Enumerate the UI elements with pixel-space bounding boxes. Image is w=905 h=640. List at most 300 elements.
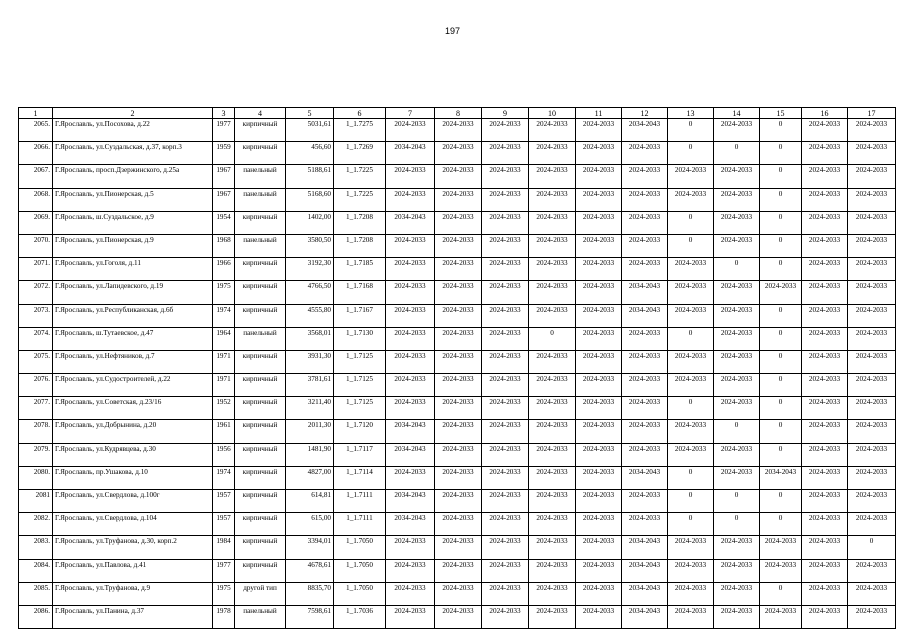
table-row	[19, 582, 896, 605]
cell-area: 3394,01	[286, 536, 334, 559]
cell-code: 1_1.7130	[334, 327, 386, 350]
cell-period-10: 2024-2033	[529, 490, 576, 513]
cell-row-number: 2084.	[19, 559, 53, 582]
cell-period-10: 2024-2033	[529, 466, 576, 489]
cell-row-number: 2069.	[19, 211, 53, 234]
cell-period-9: 2024-2033	[482, 327, 529, 350]
cell-period-11: 2024-2033	[576, 443, 622, 466]
cell-period-9: 2024-2033	[482, 188, 529, 211]
cell-area: 8835,70	[286, 582, 334, 605]
cell-period-9: 2024-2033	[482, 420, 529, 443]
cell-wall-material: панельный	[235, 188, 286, 211]
cell-code: 1_1.7269	[334, 142, 386, 165]
table-row	[19, 397, 896, 420]
cell-period-13: 0	[668, 234, 714, 257]
cell-period-12: 2034-2043	[622, 559, 668, 582]
column-header-10: 10	[529, 108, 576, 119]
cell-code: 1_1.7125	[334, 397, 386, 420]
cell-period-17: 2024-2033	[848, 466, 896, 489]
housing-register-table	[18, 107, 896, 629]
cell-period-12: 2024-2033	[622, 327, 668, 350]
cell-row-number: 2071.	[19, 258, 53, 281]
cell-period-16: 2024-2033	[802, 142, 848, 165]
cell-area: 4827,00	[286, 466, 334, 489]
table-row	[19, 165, 896, 188]
table-row	[19, 211, 896, 234]
cell-period-8: 2024-2033	[435, 142, 482, 165]
cell-period-13: 2024-2033	[668, 605, 714, 628]
cell-address: Г.Ярославль, ул.Нефтяников, д.7	[53, 350, 213, 373]
table-header-row	[19, 108, 896, 119]
column-header-13: 13	[668, 108, 714, 119]
cell-period-17: 2024-2033	[848, 559, 896, 582]
cell-period-7: 2024-2033	[386, 119, 435, 142]
cell-area: 5188,61	[286, 165, 334, 188]
cell-period-15: 0	[760, 304, 802, 327]
cell-period-12: 2034-2043	[622, 304, 668, 327]
cell-period-11: 2024-2033	[576, 374, 622, 397]
cell-period-8: 2024-2033	[435, 443, 482, 466]
cell-period-8: 2024-2033	[435, 582, 482, 605]
cell-period-11: 2024-2033	[576, 605, 622, 628]
cell-period-10: 2024-2033	[529, 513, 576, 536]
cell-period-12: 2024-2033	[622, 420, 668, 443]
cell-period-9: 2024-2033	[482, 258, 529, 281]
cell-period-9: 2024-2033	[482, 234, 529, 257]
cell-code: 1_1.7050	[334, 559, 386, 582]
page-number: 197	[444, 26, 461, 36]
table-row	[19, 443, 896, 466]
cell-period-17: 0	[848, 536, 896, 559]
cell-row-number: 2072.	[19, 281, 53, 304]
cell-period-16: 2024-2033	[802, 513, 848, 536]
cell-period-12: 2034-2043	[622, 605, 668, 628]
cell-period-16: 2024-2033	[802, 397, 848, 420]
cell-period-13: 2024-2033	[668, 536, 714, 559]
table-row	[19, 119, 896, 142]
cell-period-8: 2024-2033	[435, 165, 482, 188]
cell-period-8: 2024-2033	[435, 188, 482, 211]
cell-period-15: 0	[760, 350, 802, 373]
cell-wall-material: кирпичный	[235, 350, 286, 373]
cell-area: 1481,90	[286, 443, 334, 466]
cell-row-number: 2083.	[19, 536, 53, 559]
cell-period-7: 2024-2033	[386, 281, 435, 304]
cell-row-number: 2085.	[19, 582, 53, 605]
cell-row-number: 2067.	[19, 165, 53, 188]
cell-period-17: 2024-2033	[848, 258, 896, 281]
cell-area: 3211,40	[286, 397, 334, 420]
cell-period-8: 2024-2033	[435, 304, 482, 327]
cell-period-10: 2024-2033	[529, 443, 576, 466]
cell-period-7: 2024-2033	[386, 559, 435, 582]
cell-period-9: 2024-2033	[482, 397, 529, 420]
cell-period-7: 2024-2033	[386, 466, 435, 489]
cell-area: 3192,30	[286, 258, 334, 281]
cell-code: 1_1.7111	[334, 513, 386, 536]
cell-area: 3580,50	[286, 234, 334, 257]
cell-address: Г.Ярославль, ул.Пионерская, д.9	[53, 234, 213, 257]
cell-period-15: 0	[760, 327, 802, 350]
cell-wall-material: панельный	[235, 605, 286, 628]
cell-area: 2011,30	[286, 420, 334, 443]
cell-code: 1_1.7036	[334, 605, 386, 628]
cell-year-built: 1957	[213, 513, 235, 536]
cell-period-15: 2024-2033	[760, 536, 802, 559]
cell-period-10: 0	[529, 327, 576, 350]
cell-period-9: 2024-2033	[482, 536, 529, 559]
cell-code: 1_1.7168	[334, 281, 386, 304]
cell-period-9: 2024-2033	[482, 582, 529, 605]
cell-period-8: 2024-2033	[435, 258, 482, 281]
cell-period-11: 2024-2033	[576, 119, 622, 142]
table-row	[19, 513, 896, 536]
cell-year-built: 1974	[213, 466, 235, 489]
cell-row-number: 2077.	[19, 397, 53, 420]
cell-period-7: 2034-2043	[386, 513, 435, 536]
cell-year-built: 1964	[213, 327, 235, 350]
cell-period-15: 0	[760, 234, 802, 257]
cell-period-7: 2024-2033	[386, 582, 435, 605]
cell-period-12: 2024-2033	[622, 234, 668, 257]
cell-period-14: 2024-2033	[714, 605, 760, 628]
cell-period-16: 2024-2033	[802, 536, 848, 559]
cell-period-12: 2024-2033	[622, 513, 668, 536]
cell-period-16: 2024-2033	[802, 165, 848, 188]
cell-period-7: 2024-2033	[386, 258, 435, 281]
cell-period-17: 2024-2033	[848, 490, 896, 513]
cell-row-number: 2081	[19, 490, 53, 513]
table-row	[19, 258, 896, 281]
cell-area: 3781,61	[286, 374, 334, 397]
cell-year-built: 1952	[213, 397, 235, 420]
cell-period-11: 2024-2033	[576, 281, 622, 304]
cell-period-17: 2024-2033	[848, 188, 896, 211]
cell-period-7: 2024-2033	[386, 605, 435, 628]
cell-year-built: 1966	[213, 258, 235, 281]
cell-period-16: 2024-2033	[802, 188, 848, 211]
cell-period-17: 2024-2033	[848, 374, 896, 397]
cell-period-13: 0	[668, 513, 714, 536]
cell-address: Г.Ярославль, ул.Республиканская, д.6б	[53, 304, 213, 327]
cell-period-14: 2024-2033	[714, 211, 760, 234]
cell-period-10: 2024-2033	[529, 374, 576, 397]
cell-period-9: 2024-2033	[482, 211, 529, 234]
cell-code: 1_1.7125	[334, 350, 386, 373]
table-row	[19, 281, 896, 304]
cell-wall-material: кирпичный	[235, 142, 286, 165]
cell-period-13: 0	[668, 327, 714, 350]
cell-period-13: 0	[668, 490, 714, 513]
cell-period-10: 2024-2033	[529, 605, 576, 628]
cell-period-8: 2024-2033	[435, 350, 482, 373]
cell-wall-material: кирпичный	[235, 420, 286, 443]
cell-year-built: 1959	[213, 142, 235, 165]
cell-address: Г.Ярославль, ул.Свердлова, д.100г	[53, 490, 213, 513]
cell-address: Г.Ярославль, ш.Суздальское, д.9	[53, 211, 213, 234]
table-row	[19, 559, 896, 582]
column-header-2: 2	[53, 108, 213, 119]
cell-period-12: 2024-2033	[622, 142, 668, 165]
cell-code: 1_1.7208	[334, 211, 386, 234]
cell-period-14: 2024-2033	[714, 582, 760, 605]
cell-code: 1_1.7225	[334, 188, 386, 211]
cell-period-12: 2034-2043	[622, 536, 668, 559]
cell-wall-material: кирпичный	[235, 397, 286, 420]
cell-period-7: 2034-2043	[386, 420, 435, 443]
column-header-6: 6	[334, 108, 386, 119]
cell-period-11: 2024-2033	[576, 513, 622, 536]
cell-period-13: 0	[668, 466, 714, 489]
cell-period-8: 2024-2033	[435, 211, 482, 234]
cell-period-14: 2024-2033	[714, 281, 760, 304]
cell-wall-material: кирпичный	[235, 466, 286, 489]
cell-address: Г.Ярославль, ул.Кудрявцева, д.30	[53, 443, 213, 466]
cell-address: Г.Ярославль, ул.Посохова, д.22	[53, 119, 213, 142]
cell-address: Г.Ярославль, ул.Добрынина, д.20	[53, 420, 213, 443]
cell-period-13: 2024-2033	[668, 420, 714, 443]
cell-period-17: 2024-2033	[848, 304, 896, 327]
cell-period-9: 2024-2033	[482, 119, 529, 142]
cell-wall-material: кирпичный	[235, 443, 286, 466]
cell-year-built: 1971	[213, 374, 235, 397]
column-header-11: 11	[576, 108, 622, 119]
cell-period-17: 2024-2033	[848, 582, 896, 605]
cell-code: 1_1.7167	[334, 304, 386, 327]
table-row	[19, 374, 896, 397]
cell-period-7: 2024-2033	[386, 536, 435, 559]
cell-period-9: 2024-2033	[482, 350, 529, 373]
cell-period-13: 2024-2033	[668, 165, 714, 188]
cell-area: 1402,00	[286, 211, 334, 234]
cell-wall-material: кирпичный	[235, 304, 286, 327]
cell-period-9: 2024-2033	[482, 466, 529, 489]
cell-period-10: 2024-2033	[529, 281, 576, 304]
cell-year-built: 1961	[213, 420, 235, 443]
cell-period-11: 2024-2033	[576, 211, 622, 234]
cell-row-number: 2075.	[19, 350, 53, 373]
cell-period-15: 0	[760, 119, 802, 142]
cell-address: Г.Ярославль, ул.Труфанова, д.9	[53, 582, 213, 605]
table-row	[19, 142, 896, 165]
cell-code: 1_1.7208	[334, 234, 386, 257]
cell-period-15: 0	[760, 490, 802, 513]
cell-code: 1_1.7050	[334, 536, 386, 559]
table-row	[19, 234, 896, 257]
cell-wall-material: кирпичный	[235, 559, 286, 582]
cell-wall-material: кирпичный	[235, 536, 286, 559]
cell-period-14: 2024-2033	[714, 165, 760, 188]
cell-address: Г.Ярославль, ул.Лапидевского, д.19	[53, 281, 213, 304]
cell-period-15: 2024-2033	[760, 281, 802, 304]
cell-year-built: 1977	[213, 119, 235, 142]
cell-year-built: 1956	[213, 443, 235, 466]
cell-period-13: 0	[668, 211, 714, 234]
cell-period-9: 2024-2033	[482, 304, 529, 327]
column-header-5: 5	[286, 108, 334, 119]
cell-period-16: 2024-2033	[802, 211, 848, 234]
cell-year-built: 1967	[213, 188, 235, 211]
cell-code: 1_1.7117	[334, 443, 386, 466]
cell-area: 3568,01	[286, 327, 334, 350]
cell-period-16: 2024-2033	[802, 420, 848, 443]
cell-period-14: 2024-2033	[714, 119, 760, 142]
cell-period-14: 0	[714, 142, 760, 165]
cell-period-8: 2024-2033	[435, 466, 482, 489]
cell-period-17: 2024-2033	[848, 443, 896, 466]
cell-period-16: 2024-2033	[802, 466, 848, 489]
cell-period-13: 2024-2033	[668, 582, 714, 605]
cell-period-16: 2024-2033	[802, 119, 848, 142]
cell-period-9: 2024-2033	[482, 165, 529, 188]
cell-period-8: 2024-2033	[435, 234, 482, 257]
cell-period-11: 2024-2033	[576, 234, 622, 257]
cell-wall-material: кирпичный	[235, 374, 286, 397]
cell-period-9: 2024-2033	[482, 513, 529, 536]
cell-period-12: 2024-2033	[622, 165, 668, 188]
cell-address: Г.Ярославль, ул.Гоголя, д.11	[53, 258, 213, 281]
cell-address: Г.Ярославль, ул.Суздальская, д.37, корп.3	[53, 142, 213, 165]
column-header-16: 16	[802, 108, 848, 119]
cell-period-11: 2024-2033	[576, 490, 622, 513]
cell-period-11: 2024-2033	[576, 420, 622, 443]
cell-period-7: 2024-2033	[386, 188, 435, 211]
cell-period-16: 2024-2033	[802, 605, 848, 628]
cell-period-15: 2024-2033	[760, 559, 802, 582]
cell-period-13: 2024-2033	[668, 188, 714, 211]
cell-wall-material: кирпичный	[235, 119, 286, 142]
cell-period-17: 2024-2033	[848, 165, 896, 188]
cell-period-10: 2024-2033	[529, 420, 576, 443]
cell-period-9: 2024-2033	[482, 443, 529, 466]
cell-row-number: 2065.	[19, 119, 53, 142]
cell-period-17: 2024-2033	[848, 420, 896, 443]
cell-period-15: 0	[760, 374, 802, 397]
cell-period-15: 0	[760, 188, 802, 211]
cell-area: 614,81	[286, 490, 334, 513]
cell-period-17: 2024-2033	[848, 397, 896, 420]
cell-period-14: 2024-2033	[714, 536, 760, 559]
table-row	[19, 327, 896, 350]
cell-year-built: 1984	[213, 536, 235, 559]
cell-period-16: 2024-2033	[802, 443, 848, 466]
cell-period-7: 2024-2033	[386, 165, 435, 188]
cell-period-14: 0	[714, 258, 760, 281]
cell-period-17: 2024-2033	[848, 605, 896, 628]
cell-year-built: 1971	[213, 350, 235, 373]
cell-period-11: 2024-2033	[576, 536, 622, 559]
cell-period-11: 2024-2033	[576, 397, 622, 420]
cell-period-7: 2034-2043	[386, 443, 435, 466]
cell-row-number: 2079.	[19, 443, 53, 466]
cell-period-13: 0	[668, 397, 714, 420]
cell-period-7: 2024-2033	[386, 327, 435, 350]
cell-wall-material: кирпичный	[235, 258, 286, 281]
cell-period-10: 2024-2033	[529, 536, 576, 559]
cell-year-built: 1974	[213, 304, 235, 327]
cell-row-number: 2066.	[19, 142, 53, 165]
cell-period-12: 2024-2033	[622, 258, 668, 281]
cell-period-8: 2024-2033	[435, 559, 482, 582]
cell-period-16: 2024-2033	[802, 304, 848, 327]
cell-wall-material: панельный	[235, 165, 286, 188]
cell-period-16: 2024-2033	[802, 374, 848, 397]
cell-period-12: 2024-2033	[622, 490, 668, 513]
cell-period-14: 2024-2033	[714, 350, 760, 373]
cell-code: 1_1.7275	[334, 119, 386, 142]
cell-address: Г.Ярославль, ш.Тутаевское, д.47	[53, 327, 213, 350]
cell-period-13: 0	[668, 119, 714, 142]
cell-period-17: 2024-2033	[848, 513, 896, 536]
cell-period-13: 2024-2033	[668, 304, 714, 327]
cell-row-number: 2068.	[19, 188, 53, 211]
cell-period-12: 2024-2033	[622, 374, 668, 397]
cell-wall-material: панельный	[235, 327, 286, 350]
cell-row-number: 2076.	[19, 374, 53, 397]
cell-period-15: 0	[760, 211, 802, 234]
cell-period-14: 2024-2033	[714, 374, 760, 397]
cell-period-12: 2024-2033	[622, 397, 668, 420]
cell-address: Г.Ярославль, ул.Свердлова, д.104	[53, 513, 213, 536]
cell-row-number: 2074.	[19, 327, 53, 350]
cell-year-built: 1954	[213, 211, 235, 234]
cell-period-11: 2024-2033	[576, 188, 622, 211]
cell-year-built: 1975	[213, 582, 235, 605]
cell-period-9: 2024-2033	[482, 374, 529, 397]
cell-period-10: 2024-2033	[529, 350, 576, 373]
cell-period-9: 2024-2033	[482, 281, 529, 304]
column-header-1: 1	[19, 108, 53, 119]
cell-period-14: 0	[714, 490, 760, 513]
cell-period-17: 2024-2033	[848, 234, 896, 257]
cell-period-14: 2024-2033	[714, 304, 760, 327]
cell-period-17: 2024-2033	[848, 142, 896, 165]
cell-period-15: 0	[760, 513, 802, 536]
cell-period-15: 2024-2033	[760, 605, 802, 628]
cell-period-16: 2024-2033	[802, 582, 848, 605]
cell-period-10: 2024-2033	[529, 559, 576, 582]
cell-row-number: 2082.	[19, 513, 53, 536]
cell-period-14: 2024-2033	[714, 234, 760, 257]
cell-period-11: 2024-2033	[576, 350, 622, 373]
cell-period-17: 2024-2033	[848, 281, 896, 304]
cell-period-13: 2024-2033	[668, 443, 714, 466]
cell-period-7: 2034-2043	[386, 142, 435, 165]
cell-area: 615,00	[286, 513, 334, 536]
cell-period-12: 2024-2033	[622, 211, 668, 234]
cell-period-11: 2024-2033	[576, 466, 622, 489]
cell-period-13: 0	[668, 142, 714, 165]
table-row	[19, 350, 896, 373]
cell-period-13: 2024-2033	[668, 559, 714, 582]
cell-period-9: 2024-2033	[482, 490, 529, 513]
cell-period-16: 2024-2033	[802, 281, 848, 304]
cell-period-12: 2034-2043	[622, 119, 668, 142]
cell-period-10: 2024-2033	[529, 211, 576, 234]
cell-period-9: 2024-2033	[482, 605, 529, 628]
column-header-8: 8	[435, 108, 482, 119]
cell-period-7: 2024-2033	[386, 397, 435, 420]
cell-period-10: 2024-2033	[529, 397, 576, 420]
cell-period-7: 2024-2033	[386, 350, 435, 373]
cell-period-10: 2024-2033	[529, 165, 576, 188]
cell-year-built: 1968	[213, 234, 235, 257]
cell-period-14: 2024-2033	[714, 466, 760, 489]
cell-year-built: 1975	[213, 281, 235, 304]
column-header-15: 15	[760, 108, 802, 119]
cell-period-9: 2024-2033	[482, 142, 529, 165]
cell-period-12: 2024-2033	[622, 443, 668, 466]
